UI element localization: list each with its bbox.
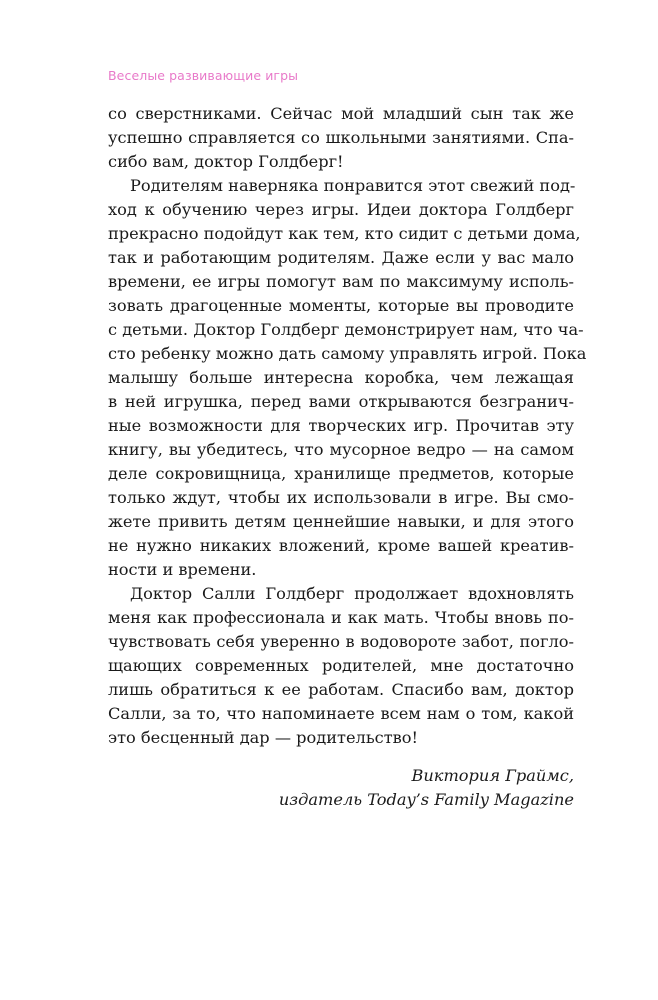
text-line: щающих современных родителей, мне достаточно — [108, 656, 574, 675]
text-line: деле сокровищница, хранилище предметов, которые — [108, 464, 574, 483]
running-head: Веселые развивающие игры — [108, 68, 299, 83]
text-line: книгу, вы убедитесь, что мусорное ведро — на самом — [108, 440, 574, 459]
text-line: лишь обратиться к ее работам. Спасибо вам, доктор — [108, 680, 574, 699]
text-line: со сверстниками. Сейчас мой младший сын так же — [108, 104, 574, 123]
text-line: успешно справляется со школьными занятиями. Спа- — [108, 128, 574, 147]
paragraph-2 — [108, 174, 587, 582]
text-line: меня как профессионала и как мать. Чтобы вновь по- — [108, 608, 574, 627]
text-line: прекрасно подойдут как тем, кто сидит с детьми дома, — [108, 224, 581, 243]
signature — [279, 764, 574, 812]
paragraph-3 — [108, 582, 574, 750]
text-line: ности и времени. — [108, 560, 257, 579]
text-line: Доктор Салли Голдберг продолжает вдохновлять — [130, 584, 574, 603]
body-text — [108, 102, 587, 750]
text-line: малышу больше интересна коробка, чем лежащая — [108, 368, 574, 387]
text-line: Салли, за то, что напоминаете всем нам о том, какой — [108, 704, 574, 723]
text-line: жете привить детям ценнейшие навыки, и для этого — [108, 512, 574, 531]
signature-name: Виктория Граймс, — [411, 766, 574, 785]
text-line: сибо вам, доктор Голдберг! — [108, 152, 344, 171]
text-line: не нужно никаких вложений, кроме вашей креатив- — [108, 536, 574, 555]
text-line: это бесценный дар — родительство! — [108, 728, 419, 747]
text-line: Родителям наверняка понравится этот свежий под- — [130, 176, 576, 195]
text-line: зовать драгоценные моменты, которые вы проводите — [108, 296, 574, 315]
text-line: чувствовать себя уверенно в водовороте забот, погло- — [108, 632, 574, 651]
text-line: с детьми. Доктор Голдберг демонстрирует нам, что ча- — [108, 320, 584, 339]
paragraph-1 — [108, 102, 574, 174]
signature-title: издатель Today’s Family Magazine — [278, 790, 574, 809]
text-line: так и работающим родителям. Даже если у вас мало — [108, 248, 574, 267]
text-line: только ждут, чтобы их использовали в игре. Вы смо- — [108, 488, 574, 507]
text-line: ные возможности для творческих игр. Прочитав эту — [108, 416, 574, 435]
text-line: ход к обучению через игры. Идеи доктора Голдберг — [108, 200, 574, 219]
text-line: в ней игрушка, перед вами открываются безгранич- — [108, 392, 574, 411]
text-line: сто ребенку можно дать самому управлять игрой. Пока — [108, 344, 587, 363]
text-line: времени, ее игры помогут вам по максимуму исполь- — [108, 272, 574, 291]
